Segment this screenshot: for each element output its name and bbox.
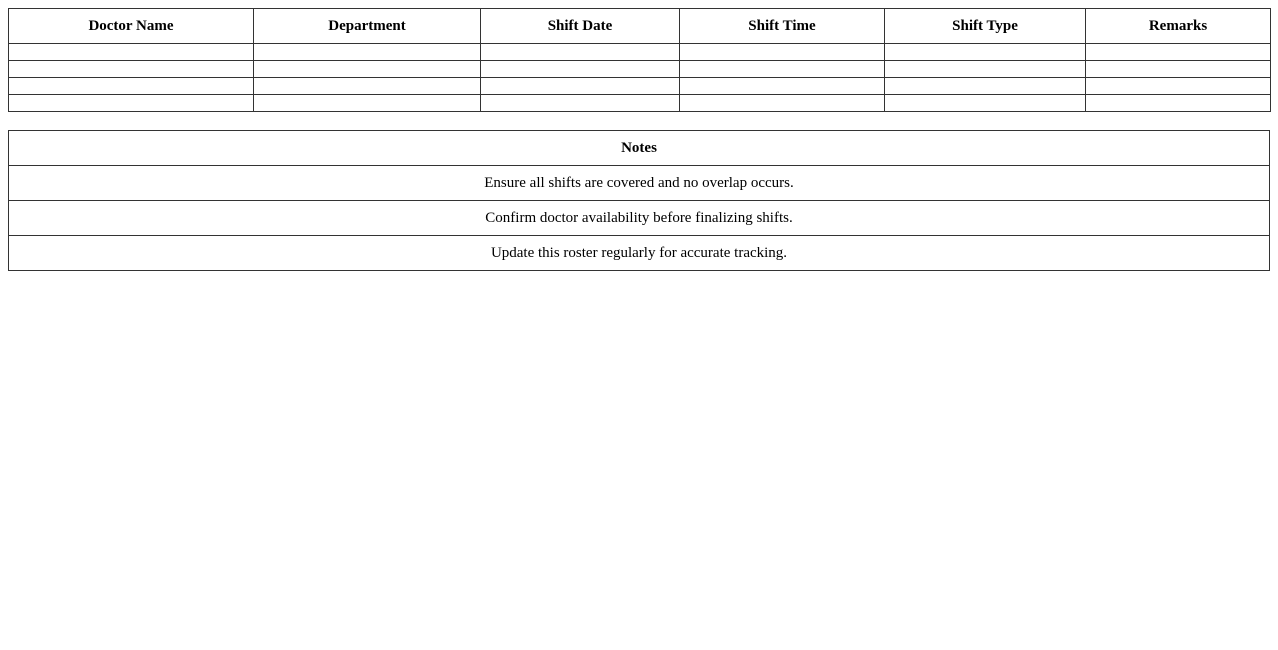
note-item: Ensure all shifts are covered and no overlap occurs.: [9, 166, 1270, 201]
table-cell: [1086, 78, 1271, 95]
page-content: [8, 8, 1270, 271]
table-cell: [254, 44, 481, 61]
table-cell: [9, 95, 254, 112]
table-cell: [885, 78, 1086, 95]
roster-header-row: [9, 9, 1271, 44]
table-row: [9, 61, 1271, 78]
table-cell: [481, 44, 680, 61]
table-cell: [9, 78, 254, 95]
table-cell: [1086, 44, 1271, 61]
table-cell: [885, 61, 1086, 78]
table-cell: [254, 61, 481, 78]
column-header-doctor-name: Doctor Name: [9, 9, 254, 44]
table-cell: [254, 95, 481, 112]
notes-heading: Notes: [9, 131, 1270, 166]
table-cell: [885, 95, 1086, 112]
note-row: [9, 166, 1270, 201]
table-cell: [680, 95, 885, 112]
table-cell: [1086, 95, 1271, 112]
table-cell: [1086, 61, 1271, 78]
table-cell: [481, 78, 680, 95]
table-row: [9, 78, 1271, 95]
table-cell: [254, 78, 481, 95]
column-header-shift-type: Shift Type: [885, 9, 1086, 44]
note-item: Confirm doctor availability before finalizing shifts.: [9, 201, 1270, 236]
table-cell: [680, 61, 885, 78]
note-row: [9, 201, 1270, 236]
column-header-department: Department: [254, 9, 481, 44]
column-header-remarks: Remarks: [1086, 9, 1271, 44]
notes-table: [8, 130, 1270, 271]
note-row: [9, 236, 1270, 271]
column-header-shift-date: Shift Date: [481, 9, 680, 44]
column-header-shift-time: Shift Time: [680, 9, 885, 44]
roster-table: [8, 8, 1271, 112]
table-row: [9, 95, 1271, 112]
table-cell: [885, 44, 1086, 61]
table-cell: [9, 44, 254, 61]
table-cell: [481, 61, 680, 78]
table-cell: [680, 78, 885, 95]
table-cell: [680, 44, 885, 61]
notes-header-row: [9, 131, 1270, 166]
table-row: [9, 44, 1271, 61]
note-item: Update this roster regularly for accurate tracking.: [9, 236, 1270, 271]
table-cell: [9, 61, 254, 78]
table-cell: [481, 95, 680, 112]
